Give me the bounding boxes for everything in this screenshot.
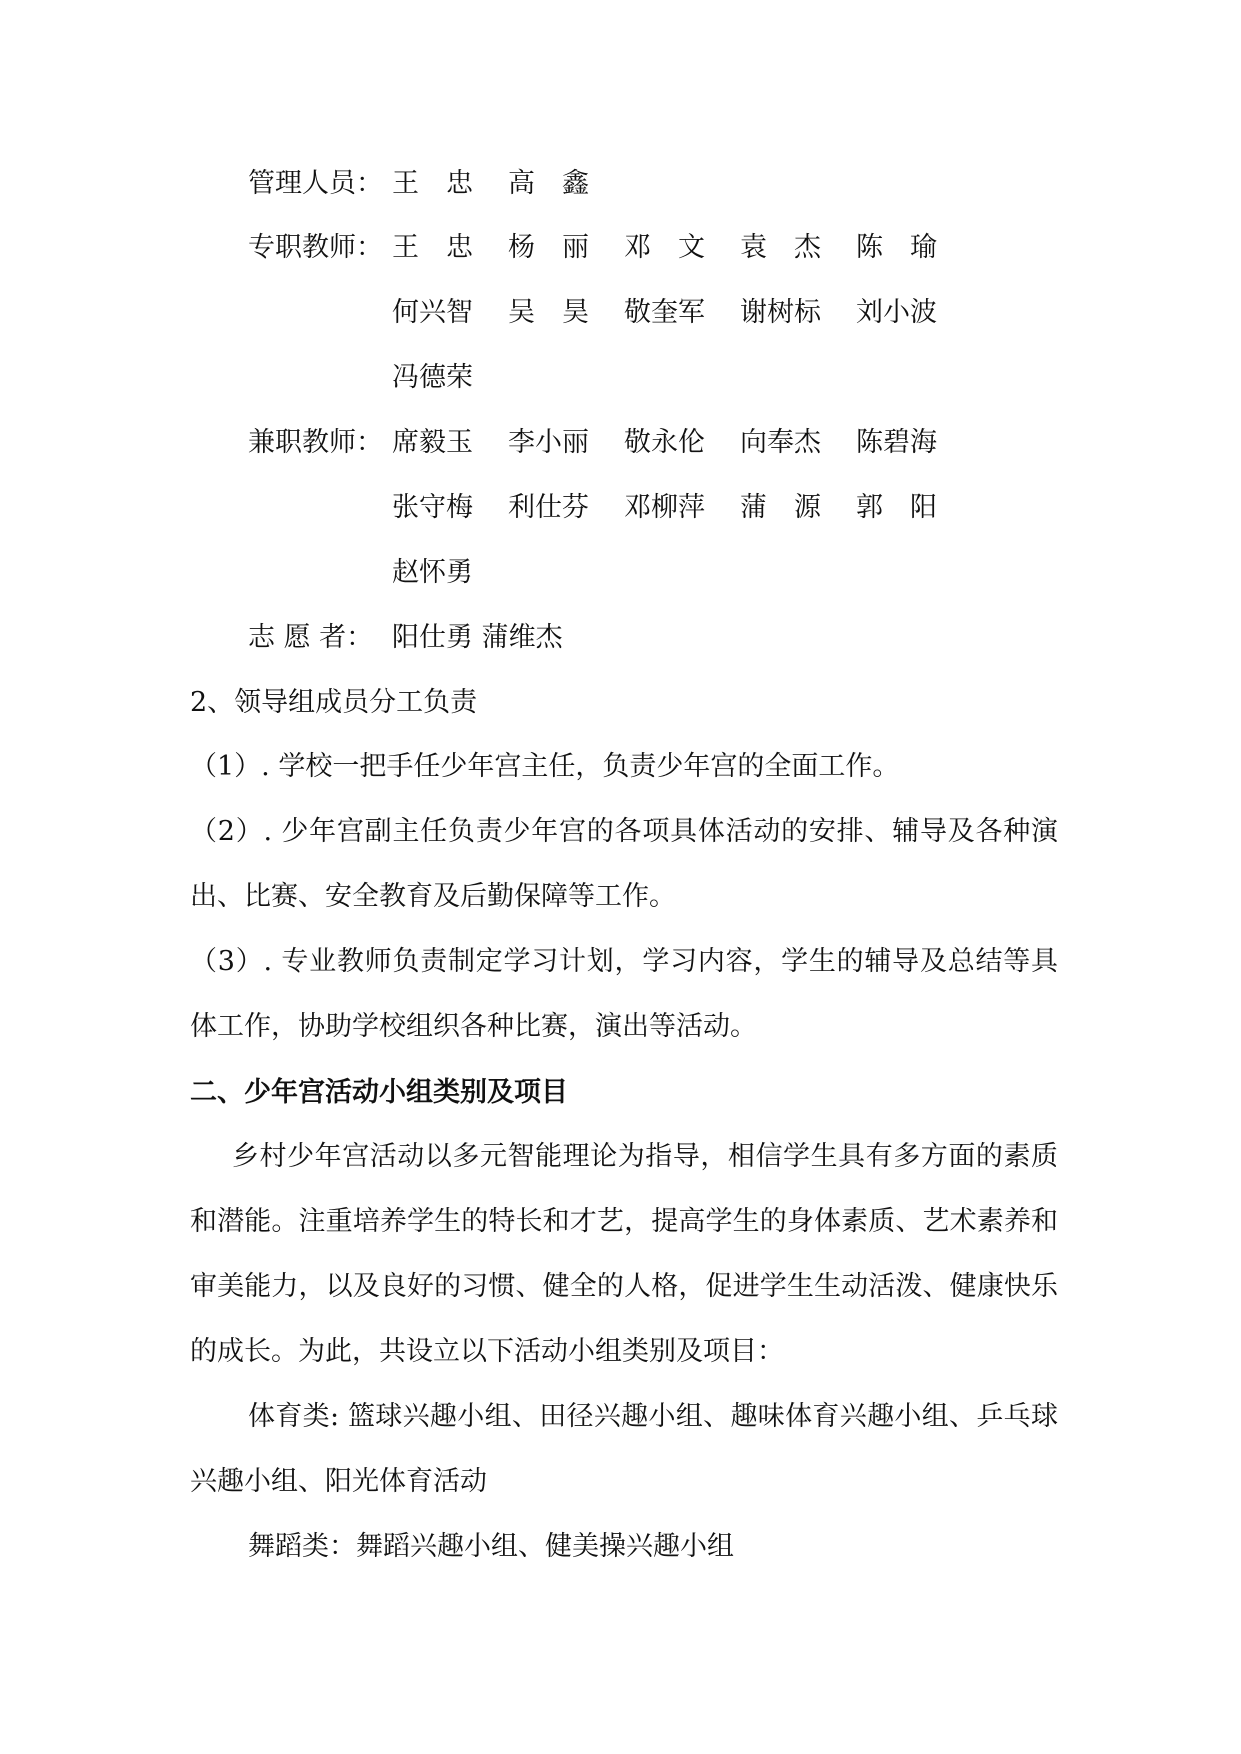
part-time-label: 兼职教师： — [248, 427, 383, 458]
managers-label: 管理人员： — [248, 168, 383, 199]
staff-name: 赵怀勇 — [392, 557, 473, 588]
staff-name: 吴 昊 — [508, 297, 589, 328]
staff-name: 杨 丽 — [508, 232, 589, 263]
sports-category: 体育类: 篮球兴趣小组、田径兴趣小组、趣味体育兴趣小组、乒乓球兴趣小组、阳光体育活动 — [190, 1401, 1058, 1497]
staff-name: 刘小波 — [856, 297, 937, 328]
part-heading: 二、少年宫活动小组类别及项目 — [190, 1077, 568, 1108]
staff-name: 王 忠 — [392, 232, 473, 263]
staff-name: 袁 杰 — [740, 232, 821, 263]
staff-name: 冯德荣 — [392, 362, 473, 393]
staff-name: 席毅玉 — [392, 427, 473, 458]
staff-name: 王 忠 — [392, 168, 473, 199]
staff-name: 向奉杰 — [740, 427, 821, 458]
full-time-label: 专职教师： — [248, 232, 383, 263]
staff-name: 蒲 源 — [740, 492, 821, 523]
duty-item-2: （2）. 少年宫副主任负责少年宫的各项具体活动的安排、辅导及各种演出、比赛、安全教育及后勤保障等工作。 — [190, 816, 1058, 912]
volunteers-label: 志 愿 者： — [248, 622, 374, 653]
staff-name: 高 鑫 — [508, 168, 589, 199]
staff-name: 何兴智 — [392, 297, 473, 328]
dance-category: 舞蹈类：舞蹈兴趣小组、健美操兴趣小组 — [248, 1531, 734, 1562]
section-heading: 2、领导组成员分工负责 — [190, 687, 478, 718]
duty-item-1: （1）. 学校一把手任少年宫主任，负责少年宫的全面工作。 — [190, 751, 900, 782]
duty-item-3: （3）. 专业教师负责制定学习计划，学习内容，学生的辅导及总结等具体工作，协助学校组织各种比赛，演出等活动。 — [190, 946, 1058, 1042]
staff-name: 邓柳萍 — [624, 492, 705, 523]
staff-name: 谢树标 — [740, 297, 821, 328]
staff-name: 陈碧海 — [856, 427, 937, 458]
volunteer-names: 阳仕勇 蒲维杰 — [392, 622, 563, 653]
staff-name: 利仕芬 — [508, 492, 589, 523]
staff-name: 敬永伦 — [624, 427, 705, 458]
staff-name: 张守梅 — [392, 492, 473, 523]
staff-name: 敬奎军 — [624, 297, 705, 328]
staff-name: 陈 瑜 — [856, 232, 937, 263]
staff-name: 郭 阳 — [856, 492, 937, 523]
staff-name: 李小丽 — [508, 427, 589, 458]
intro-paragraph: 乡村少年宫活动以多元智能理论为指导，相信学生具有多方面的素质和潜能。注重培养学生的特长和才艺，提高学生的身体素质、艺术素养和审美能力，以及良好的习惯、健全的人格，促进学生生动活泼、健康快乐的成长。为此，共设立以下活动小组类别及项目： — [190, 1141, 1058, 1367]
staff-name: 邓 文 — [624, 232, 705, 263]
